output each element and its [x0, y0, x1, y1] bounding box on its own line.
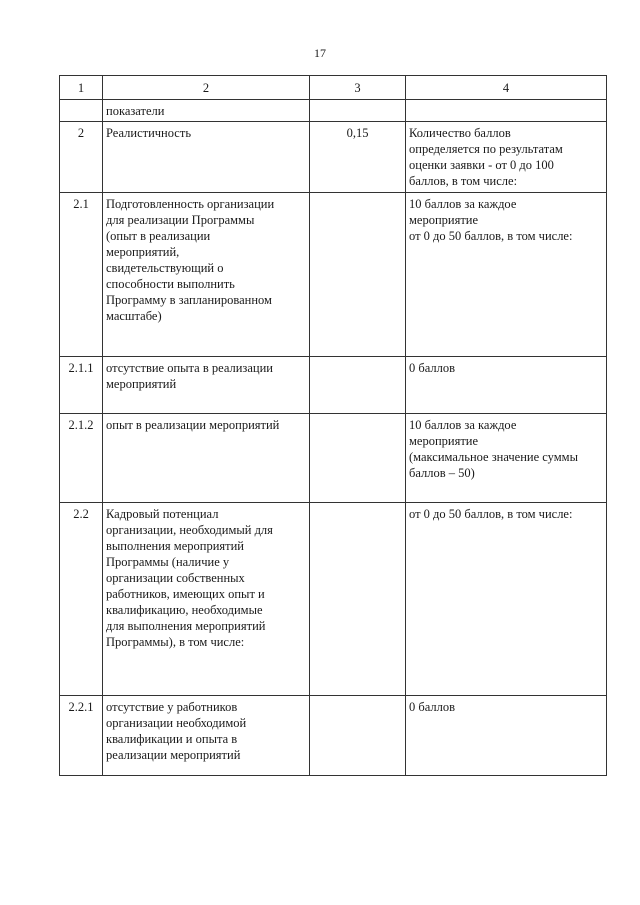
- criterion-name-line: реализации мероприятий: [106, 748, 241, 762]
- scoring-description-cell: [406, 193, 607, 357]
- table-row: [60, 696, 607, 776]
- scoring-description-cell: [406, 122, 607, 193]
- criterion-name-line: отсутствие у работников: [106, 700, 238, 714]
- criterion-name-line: Программы (наличие у: [106, 555, 230, 569]
- criterion-name-line: масштабе): [106, 309, 162, 323]
- row-number-cell: [60, 100, 103, 122]
- criterion-name-line: Реалистичность: [106, 126, 192, 140]
- header-cell-1: 1: [60, 76, 103, 100]
- row-number-cell: 2: [60, 122, 103, 193]
- criterion-name-cell: [103, 122, 310, 193]
- scoring-description-line: 10 баллов за каждое: [409, 197, 517, 211]
- scoring-description-line: мероприятие: [409, 434, 479, 448]
- scoring-description-line: Количество баллов: [409, 126, 511, 140]
- criteria-table: [59, 75, 607, 776]
- scoring-description-line: мероприятие: [409, 213, 479, 227]
- criterion-name-line: Программу в запланированном: [106, 293, 272, 307]
- criterion-name-line: свидетельствующий о: [106, 261, 224, 275]
- criterion-name-line: для выполнения мероприятий: [106, 619, 266, 633]
- table-row: [60, 357, 607, 414]
- table-header-row: [60, 76, 607, 100]
- criterion-name-line: выполнения мероприятий: [106, 539, 244, 553]
- criterion-name-cell: [103, 100, 310, 122]
- scoring-description-line: от 0 до 50 баллов, в том числе:: [409, 507, 573, 521]
- criterion-name-line: организации, необходимый для: [106, 523, 273, 537]
- weight-cell: [310, 357, 406, 414]
- scoring-description-line: определяется по результатам: [409, 142, 563, 156]
- criterion-name-cell: [103, 414, 310, 503]
- criterion-name-line: мероприятий,: [106, 245, 180, 259]
- scoring-description-line: 0 баллов: [409, 700, 456, 714]
- scoring-description-line: баллов – 50): [409, 466, 475, 480]
- criterion-name-line: работников, имеющих опыт и: [106, 587, 265, 601]
- criterion-name-cell: [103, 193, 310, 357]
- weight-cell: 0,15: [310, 122, 406, 193]
- scoring-description-cell: [406, 414, 607, 503]
- scoring-description-cell: [406, 696, 607, 776]
- scoring-description-line: баллов, в том числе:: [409, 174, 518, 188]
- table-row: [60, 122, 607, 193]
- weight-cell: [310, 193, 406, 357]
- criterion-name-line: опыт в реализации мероприятий: [106, 418, 280, 432]
- criterion-name-cell: [103, 696, 310, 776]
- weight-cell: [310, 503, 406, 696]
- criterion-name-line: для реализации Программы: [106, 213, 255, 227]
- criterion-name-line: квалификацию, необходимые: [106, 603, 263, 617]
- row-number-cell: 2.2: [60, 503, 103, 696]
- table-row: [60, 414, 607, 503]
- weight-cell: [310, 414, 406, 503]
- page-number: 17: [314, 46, 326, 60]
- row-number-cell: 2.1.2: [60, 414, 103, 503]
- scoring-description-line: от 0 до 50 баллов, в том числе:: [409, 229, 573, 243]
- header-cell-4: 4: [406, 76, 607, 100]
- table-row: [60, 503, 607, 696]
- header-cell-2: 2: [103, 76, 310, 100]
- scoring-description-cell: [406, 503, 607, 696]
- criterion-name-line: (опыт в реализации: [106, 229, 211, 243]
- criterion-name-cell: [103, 357, 310, 414]
- criterion-name-line: отсутствие опыта в реализации: [106, 361, 273, 375]
- criterion-name-cell: [103, 503, 310, 696]
- criterion-name-line: показатели: [106, 104, 165, 118]
- row-number-cell: 2.1.1: [60, 357, 103, 414]
- table-row: [60, 193, 607, 357]
- scoring-description-line: 10 баллов за каждое: [409, 418, 517, 432]
- scoring-description-cell: [406, 357, 607, 414]
- weight-cell: [310, 100, 406, 122]
- row-number-cell: 2.1: [60, 193, 103, 357]
- criterion-name-line: Подготовленность организации: [106, 197, 275, 211]
- criterion-name-line: мероприятий: [106, 377, 177, 391]
- scoring-description-line: 0 баллов: [409, 361, 456, 375]
- criterion-name-line: Программы), в том числе:: [106, 635, 245, 649]
- criterion-name-line: Кадровый потенциал: [106, 507, 219, 521]
- criterion-name-line: организации необходимой: [106, 716, 247, 730]
- table-row: [60, 100, 607, 122]
- scoring-description-line: (максимальное значение суммы: [409, 450, 578, 464]
- criterion-name-line: организации собственных: [106, 571, 245, 585]
- weight-cell: [310, 696, 406, 776]
- scoring-description-line: оценки заявки - от 0 до 100: [409, 158, 554, 172]
- criterion-name-line: способности выполнить: [106, 277, 235, 291]
- scoring-description-cell: [406, 100, 607, 122]
- row-number-cell: 2.2.1: [60, 696, 103, 776]
- criterion-name-line: квалификации и опыта в: [106, 732, 238, 746]
- header-cell-3: 3: [310, 76, 406, 100]
